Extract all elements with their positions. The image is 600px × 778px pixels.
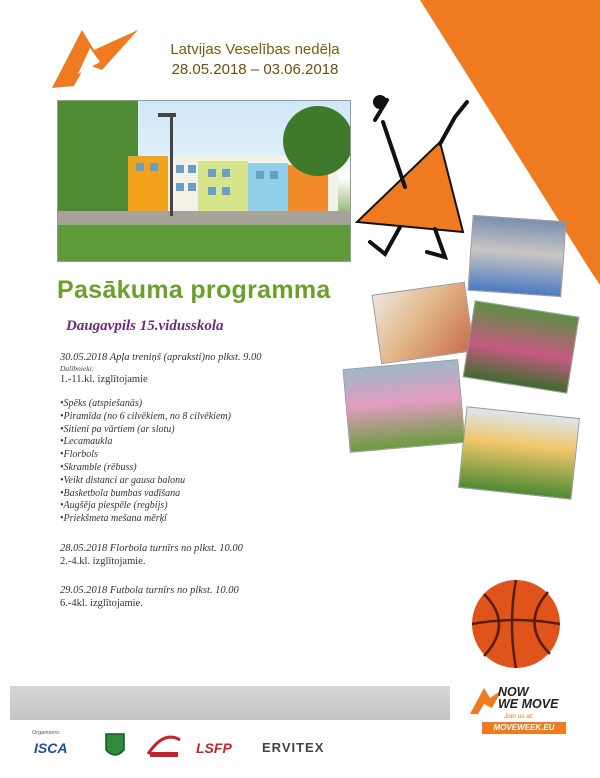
event2-line: 28.05.2018 Florbola turnīrs no plkst. 10.00 bbox=[60, 542, 243, 554]
kids-playground-photo bbox=[463, 300, 580, 394]
event1-sub: Dalībnieki: bbox=[60, 364, 95, 373]
outdoor-sports-photo bbox=[458, 406, 580, 499]
event-dates: 28.05.2018 – 03.06.2018 bbox=[171, 61, 339, 78]
school-building-photo bbox=[57, 100, 351, 262]
list-item: • Priekšmeta mešana mērķī bbox=[60, 513, 360, 526]
list-item: • Veikt distanci ar gausa balonu bbox=[60, 475, 360, 488]
event3-line: 29.05.2018 Futbola turnīrs no plkst. 10.00 bbox=[60, 584, 239, 596]
join-text: Join us at: bbox=[504, 713, 534, 720]
kids-indoor-photo bbox=[372, 282, 475, 364]
list-item: • Basketbola bumbas vadīšana bbox=[60, 488, 360, 501]
event1-date: 30.05.2018 bbox=[60, 352, 108, 363]
event1-participants: 1.-11.kl. izglītojamie bbox=[60, 374, 148, 385]
lsfp-logo: LSFP bbox=[196, 740, 232, 756]
organizers-label: Organizers: bbox=[32, 730, 61, 736]
basketball-icon bbox=[468, 576, 568, 676]
list-item: • Florbols bbox=[60, 449, 360, 462]
event-header bbox=[130, 40, 380, 80]
nwm-text: NOW WE MOVE bbox=[498, 685, 559, 711]
moveweek-url[interactable]: MOVEWEEK.EU bbox=[482, 722, 566, 734]
event-name: Latvijas Veselības nedēļa bbox=[170, 41, 340, 58]
gym-photo bbox=[467, 215, 566, 297]
school-name: Daugavpils 15.vidusskola bbox=[66, 318, 224, 334]
list-item: • Lecamaukla bbox=[60, 436, 360, 449]
programme-list bbox=[60, 351, 360, 610]
now-we-move-logo bbox=[470, 686, 580, 742]
list-item: • Sitieni pa vārtiem (ar slotu) bbox=[60, 424, 360, 437]
group-photo bbox=[343, 359, 466, 453]
event1-line bbox=[60, 351, 360, 364]
list-item: • Piramīda (no 6 cilvēkiem, no 8 cilvēkiem) bbox=[60, 411, 360, 424]
valsts-sportam-logo-icon bbox=[144, 730, 184, 762]
isca-logo: ISCA bbox=[34, 740, 68, 756]
moveweek-logo-icon bbox=[52, 30, 142, 90]
stations-list bbox=[60, 398, 360, 526]
ervitex-logo: ERVITEX bbox=[262, 740, 325, 755]
event1-text: Apļa treniņš (apraksti)no plkst. 9.00 bbox=[109, 352, 262, 363]
jumping-figure-icon bbox=[345, 92, 480, 267]
list-item: • Skramble (rēbuss) bbox=[60, 462, 360, 475]
footer-bar bbox=[10, 686, 450, 720]
programme-title: Pasākuma programma bbox=[57, 276, 331, 304]
list-item: • Augšēja piespēle (regbijs) bbox=[60, 500, 360, 513]
list-item: • Spēks (atspiešanās) bbox=[60, 398, 360, 411]
event3-participants: 6.-4kl. izglītojamie. bbox=[60, 597, 143, 609]
event2-participants: 2.-4.kl. izglītojamie. bbox=[60, 555, 146, 567]
crest-logo-icon bbox=[104, 732, 126, 760]
